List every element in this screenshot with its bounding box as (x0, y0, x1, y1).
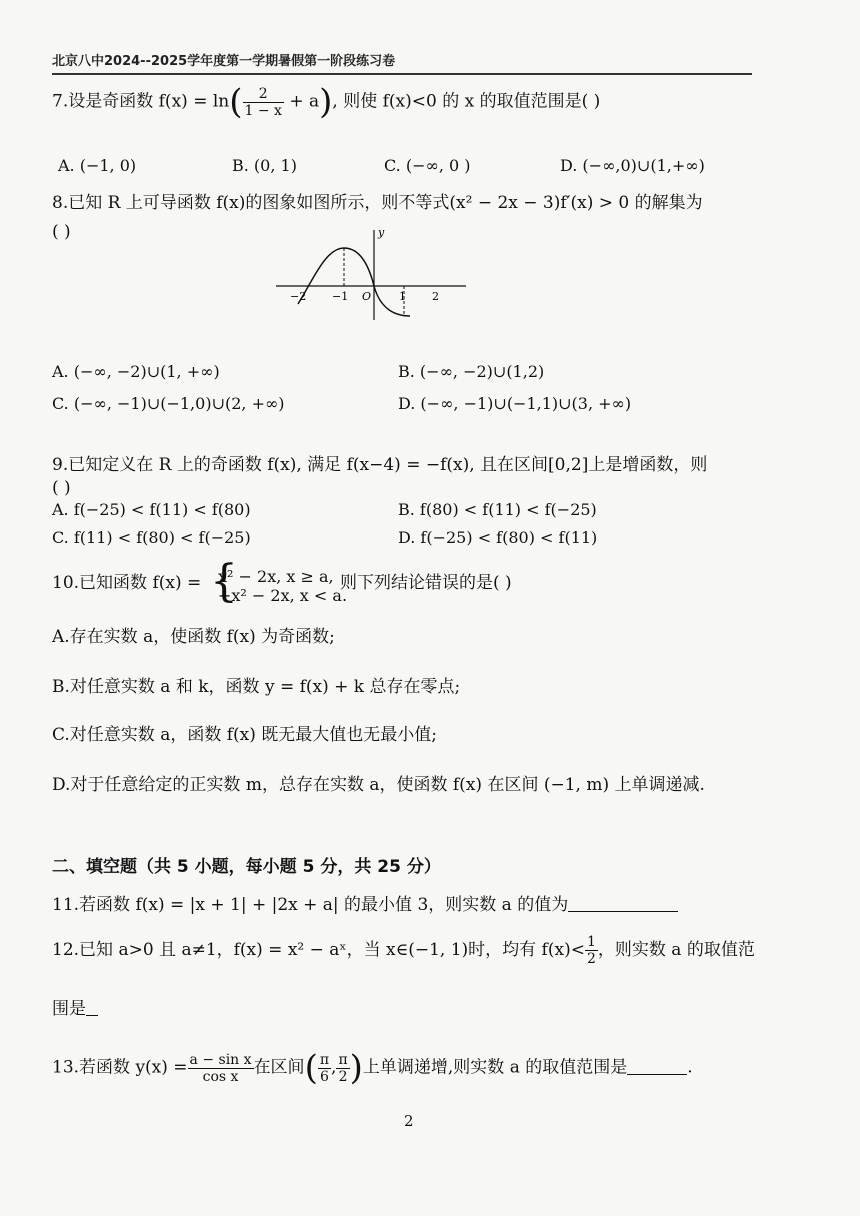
q8-option-c: C. (−∞, −1)∪(−1,0)∪(2, +∞) (52, 394, 285, 413)
q8-option-b: B. (−∞, −2)∪(1,2) (398, 362, 545, 381)
page-header: 北京八中2024--2025学年度第一学期暑假第一阶段练习卷 (52, 50, 752, 75)
q7-frac-den: 1 − x (244, 102, 282, 119)
q13-frac-den: cos x (202, 1068, 239, 1085)
question-8: 8.已知 R 上可导函数 f(x)的图象如图所示，则不等式(x² − 2x − 3)f′(x) > 0 的解集为 (52, 193, 703, 213)
q13-interval-right-num: π (338, 1051, 348, 1068)
q7-option-a: A. (−1, 0) (58, 156, 137, 175)
tick-label-origin: O (362, 290, 372, 303)
q12-suffix: ，则实数 a 的取值范 (597, 940, 755, 960)
q7-option-d: D. (−∞,0)∪(1,+∞) (560, 156, 705, 175)
q8-function-graph (270, 224, 490, 324)
q12-answer-blank[interactable] (86, 999, 98, 1016)
q13-interval-left (318, 1052, 331, 1085)
q7-option-b: B. (0, 1) (232, 156, 297, 175)
y-axis-label: y (378, 226, 385, 239)
q10-option-b: B.对任意实数 a 和 k，函数 y = f(x) + k 总存在零点; (52, 677, 461, 697)
q12-line2-text: 围是 (52, 999, 86, 1019)
tick-label-1: 1 (399, 290, 406, 303)
q7-plus-a: + a (289, 91, 320, 112)
q10-prefix: 10.已知函数 f(x) = (52, 573, 202, 593)
q13-interval-right (336, 1052, 349, 1085)
q9-option-b: B. f(80) < f(11) < f(−25) (398, 500, 597, 519)
q9-answer-paren: ( ) (52, 478, 71, 498)
q11-answer-blank[interactable] (568, 895, 678, 912)
q10-option-d: D.对于任意给定的正实数 m，总存在实数 a，使函数 f(x) 在区间 (−1, m) 上单调递减. (52, 775, 705, 795)
q10-piecewise (218, 567, 347, 605)
q7-prefix: 7.设是奇函数 (52, 91, 154, 112)
q13-suffix: 上单调递增,则实数 a 的取值范围是 (362, 1057, 628, 1078)
q7-option-c: C. (−∞, 0 ) (384, 156, 471, 175)
q12-text: 12.已知 a>0 且 a≠1，f(x) = x² − aˣ，当 x∈(−1, 1)时，均有 f(x)< (52, 940, 585, 960)
q9-option-c: C. f(11) < f(80) < f(−25) (52, 528, 251, 547)
q10-option-a: A.存在实数 a，使函数 f(x) 为奇函数; (52, 627, 335, 647)
q9-option-d: D. f(−25) < f(80) < f(11) (398, 528, 598, 547)
q13-frac-num: a − sin x (189, 1051, 252, 1068)
q12-frac-num: 1 (586, 934, 596, 950)
q13-fraction (188, 1052, 254, 1085)
q13-interval-left-num: π (319, 1051, 330, 1068)
q13-mid: 在区间 (253, 1057, 305, 1078)
q10-piece-1: x² − 2x, x ≥ a, (218, 567, 334, 586)
page-number: 2 (404, 1112, 414, 1130)
question-12 (52, 934, 755, 967)
section-2-title: 二、填空题（共 5 小题，每小题 5 分，共 25 分） (52, 857, 441, 877)
q9-option-a: A. f(−25) < f(11) < f(80) (52, 500, 251, 519)
q12-fraction (585, 934, 598, 967)
question-13: 13.若函数 y(x) = $\frac{\text{a − sin x}}{\text{cos x}}$ 在区间( $\frac{\pi}{6}$ , $\frac{\pi}{2}$ )上单调递增,则实数 a 的取值范围是 . (52, 1048, 693, 1088)
q13-prefix: 13.若函数 y(x) = (52, 1057, 188, 1078)
q8-answer-paren: ( ) (52, 222, 71, 242)
q13-interval-right-den: 2 (338, 1068, 348, 1085)
q13-interval-left-den: 6 (319, 1068, 329, 1085)
question-11 (52, 890, 678, 915)
q7-frac-num: 2 (243, 86, 284, 103)
function-curve (298, 248, 410, 316)
q12-frac-den: 2 (586, 951, 596, 967)
question-7: 7.设是奇函数 f(x) = ln( $\frac{2}{1 - x}$ + a), 则使 f(x)<0 的 x 的取值范围是( ) (52, 82, 601, 122)
q12-line-2 (52, 994, 98, 1019)
q10-piece-2: −x² − 2x, x < a. (218, 586, 348, 605)
tick-label-minus1: −1 (332, 290, 349, 303)
question-9: 9.已知定义在 R 上的奇函数 f(x), 满足 f(x−4) = −f(x), 且在区间[0,2]上是增函数，则 (52, 455, 708, 475)
q10-brace: { (210, 556, 238, 607)
q7-suffix: , 则使 f(x)<0 的 x 的取值范围是( ) (332, 91, 601, 112)
q7-func: f(x) = ln (158, 91, 230, 112)
q8-option-a: A. (−∞, −2)∪(1, +∞) (52, 362, 220, 381)
q8-option-d: D. (−∞, −1)∪(−1,1)∪(3, +∞) (398, 394, 632, 413)
q10-suffix: 则下列结论错误的是( ) (340, 573, 512, 593)
q13-answer-blank[interactable] (627, 1058, 687, 1075)
q7-fraction (243, 86, 284, 119)
q11-text: 11.若函数 f(x) = |x + 1| + |2x + a| 的最小值 3，则实数 a 的值为 (52, 895, 569, 915)
q10-option-c: C.对任意实数 a，函数 f(x) 既无最大值也无最小值; (52, 725, 438, 745)
tick-label-2: 2 (432, 290, 439, 303)
tick-label-minus2: −2 (290, 290, 307, 303)
